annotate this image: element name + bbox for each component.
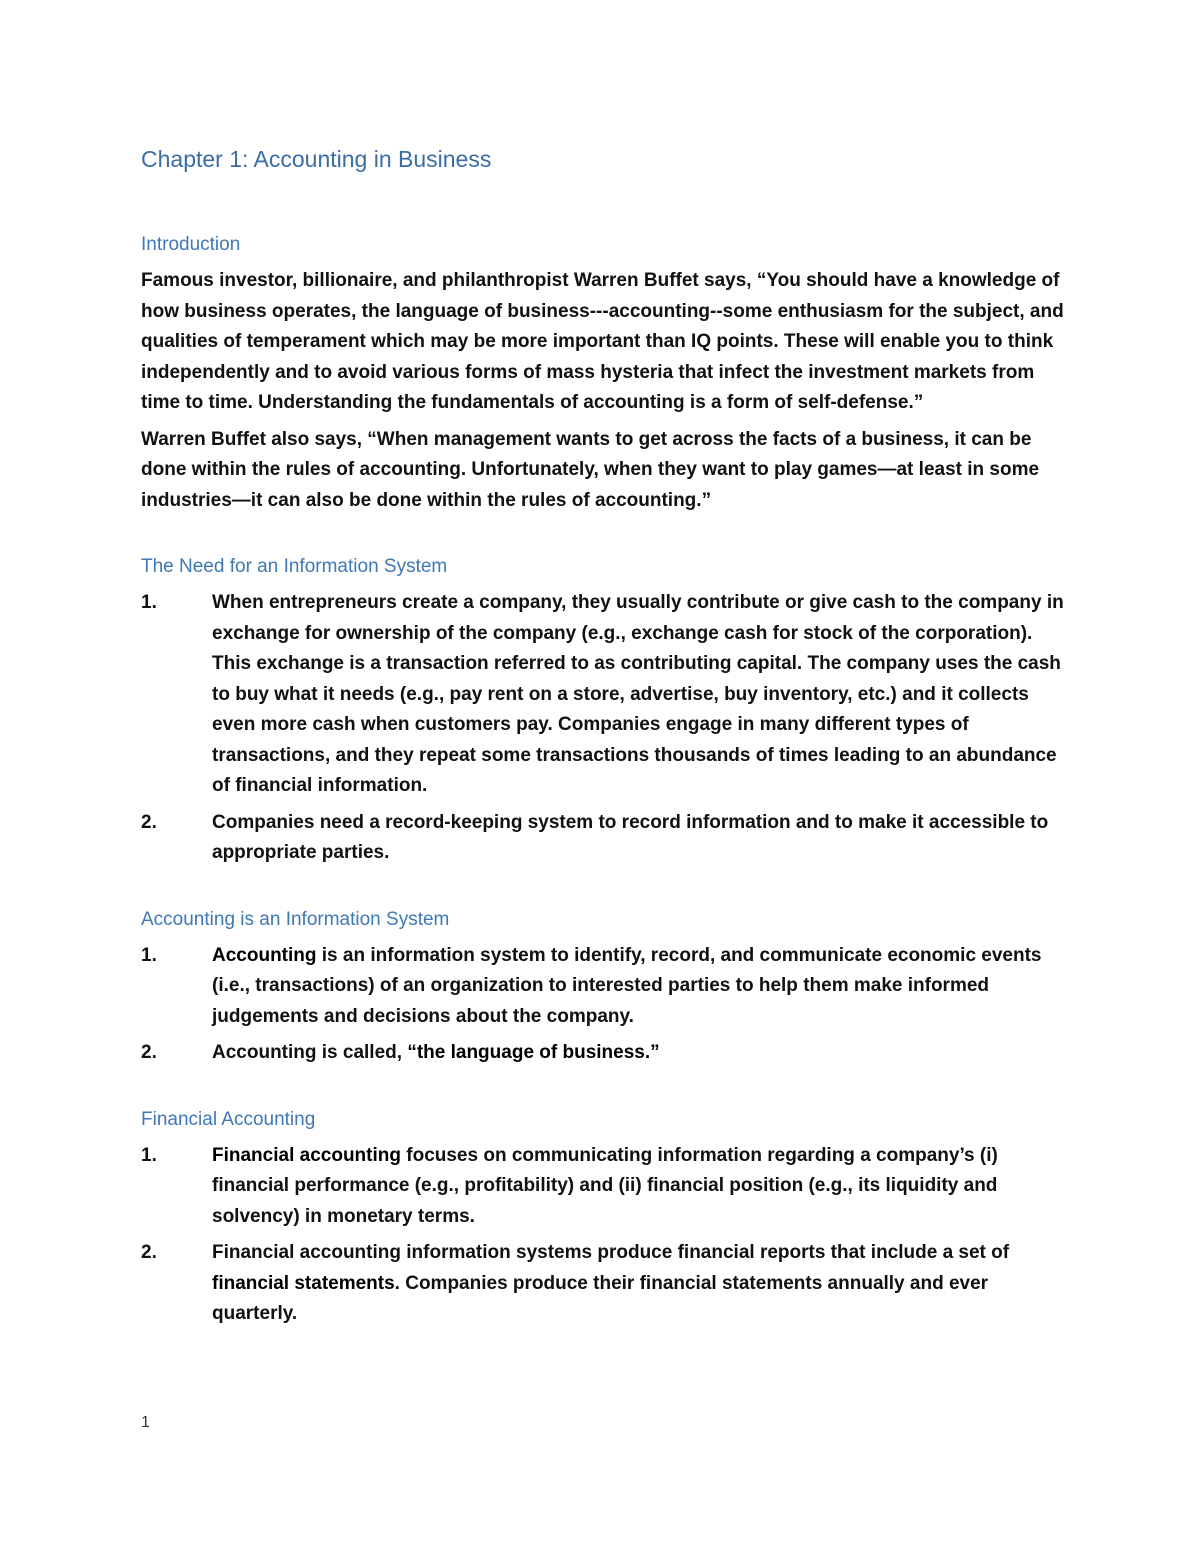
chapter-title: Chapter 1: Accounting in Business: [141, 146, 492, 172]
need-list: [141, 588, 1071, 869]
need-section: [141, 552, 1071, 869]
accounting-list: [141, 941, 1071, 1069]
page-number: 1: [141, 1414, 150, 1431]
list-item: [141, 808, 1071, 869]
need-heading: The Need for an Information System: [141, 556, 448, 577]
accounting-section: [141, 905, 1071, 1069]
term-bold: financial statements: [212, 1272, 395, 1294]
page-content: [141, 140, 1071, 1336]
list-item: [141, 941, 1071, 1033]
intro-paragraph-1: Famous investor, billionaire, and philanthropist Warren Buffet says, “You should have a knowledge of how business operates, the language of business---accounting--some enthusiasm for the subject, and qualities of temperament which may be more important than IQ points. These will enable you to think independently and to avoid various forms of mass hysteria that infect the investment markets from time to time. Understanding the fundamentals of accounting is a form of self-defense.”: [141, 270, 1064, 413]
list-number: 2.: [141, 811, 157, 833]
list-item: [141, 1141, 1071, 1233]
intro-section: [141, 230, 1071, 516]
list-text: Companies need a record-keeping system to record information and to make it accessible to appropriate parties.: [212, 811, 1049, 863]
accounting-heading: Accounting is an Information System: [141, 908, 450, 930]
list-item: [141, 1238, 1071, 1330]
list-number: 1.: [141, 1144, 157, 1166]
list-number: 2.: [141, 1042, 157, 1063]
list-text: is an information system to identify, record, and communicate economic events (i.e., transactions) of an organization to interested parties to help them make informed judgements and decisions about the company.: [212, 944, 1042, 1027]
list-text: Financial accounting information systems produce financial reports that include a set of: [212, 1242, 1010, 1263]
financial-section: [141, 1105, 1071, 1330]
list-text: . Companies produce their financial statements annually and ever quarterly.: [212, 1272, 989, 1324]
list-item: [141, 1038, 1071, 1069]
list-number: 1.: [141, 944, 157, 966]
financial-heading: Financial Accounting: [141, 1108, 316, 1130]
term-bold: “the language of business.”: [407, 1042, 660, 1063]
financial-list: [141, 1141, 1071, 1330]
list-number: 1.: [141, 592, 157, 613]
list-number: 2.: [141, 1242, 157, 1263]
intro-heading: Introduction: [141, 234, 241, 255]
term-bold: Accounting: [212, 944, 317, 966]
list-text: Accounting is called,: [212, 1042, 408, 1063]
list-item: [141, 588, 1071, 802]
term-bold: Financial accounting: [212, 1144, 401, 1166]
list-text: focuses on communicating information regarding a company’s (i) financial performance (e.g., profitability) and (ii) financial position (e.g., its liquidity and solvency) in monetary terms.: [212, 1144, 998, 1227]
list-text: When entrepreneurs create a company, they usually contribute or give cash to the company in exchange for ownership of the company (e.g., exchange cash for stock of the corporation). This exchange is a transaction referred to as contributing capital. The company uses the cash to buy what it needs (e.g., pay rent on a store, advertise, buy inventory, etc.) and it collects even more cash when customers pay. Companies engage in many different types of transactions, and they repeat some transactions thousands of times leading to an abundance of financial information.: [212, 592, 1064, 796]
intro-paragraph-2: Warren Buffet also says, “When management wants to get across the facts of a business, it can be done within the rules of accounting. Unfortunately, when they want to play games—at least in some industries—it can also be done within the rules of accounting.”: [141, 428, 1040, 511]
